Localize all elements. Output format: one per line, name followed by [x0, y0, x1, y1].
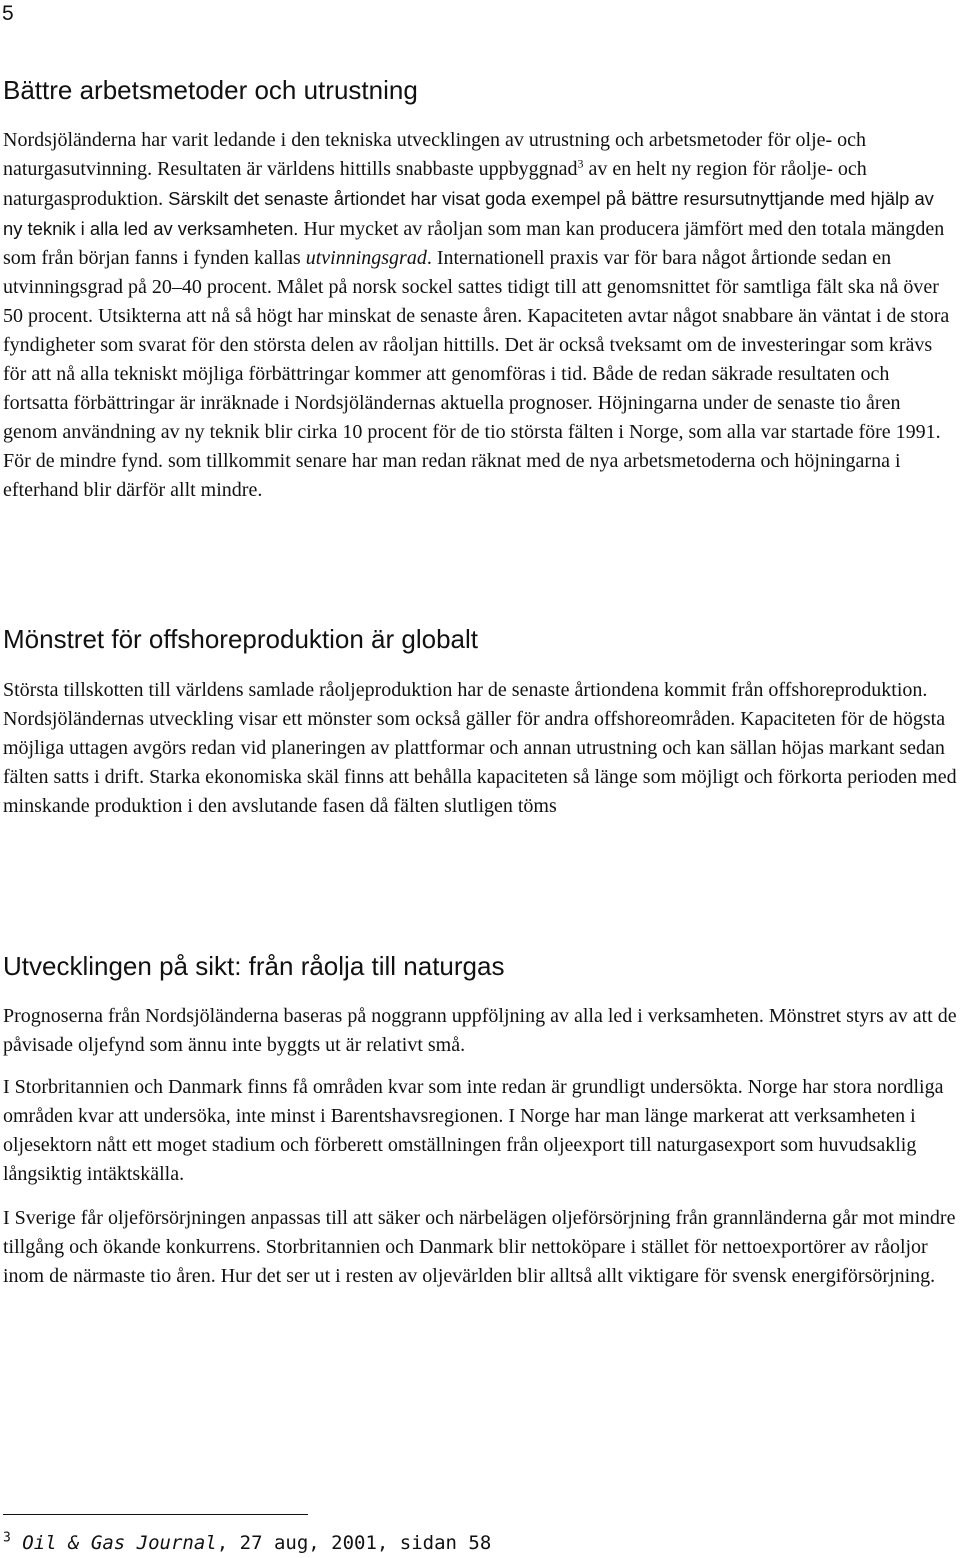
page-number: 5: [2, 2, 14, 25]
footnote-divider: [3, 1514, 308, 1515]
section-heading-outlook: Utvecklingen på sikt: från råolja till naturgas: [3, 951, 505, 981]
paragraph-text: . Internationell praxis var för bara något årtionde sedan en utvinningsgrad på 20–40 procent. Målet på norsk sockel sattes tidigt till att genomsnittet för samtliga fält ska nå över 50 procent. Utsikterna att nå så högt har minskat de senaste åren. Kapaciteten avtar något snabbare än väntat i de stora fyndigheter som svarat för den största delen av råoljan hittills. Det är också tveksamt om de investeringar som krävs för att nå alla tekniskt möjliga förbättringar kommer att genomföras i tid. Både de redan säkrade resultaten och fortsatta förbättringar är inräknade i Nordsjöländernas aktuella prognoser. Höjningarna under de senaste tio åren genom användning av ny teknik blir cirka 10 procent för de tio största fälten i Norge, som alla var startade före 1991. För de mindre fynd. som tillkommit senare har man redan räknat med de nya arbetsmetoderna och höjningarna i efterhand blir därför allt mindre.: [3, 247, 950, 501]
footnote-details: , 27 aug, 2001, sidan 58: [216, 1532, 492, 1554]
section-outlook-paragraph-1: Prognoserna från Nordsjöländerna baseras på noggrann uppföljning av alla led i verksamheten. Mönstret styrs av att de påvisade oljefynd som ännu inte byggts ut är relativt små.: [3, 1005, 957, 1056]
section-heading-offshore: Mönstret för offshoreproduktion är globalt: [3, 624, 479, 654]
paragraph-text: av en helt ny region för råolje- och naturgasproduktion.: [3, 158, 867, 210]
section-methods-paragraph: [3, 126, 958, 505]
section-outlook-paragraph-2: I Storbritannien och Danmark finns få områden kvar som inte redan är grundligt undersökta. Norge har stora nordliga områden kvar att undersöka, inte minst i Barentshavsregionen. I Norge har man länge markerat att verksamheten i oljesektorn nått ett moget stadium och förberett omställningen från oljeexport till naturgasexport som huvudsaklig långsiktig intäktskälla.: [3, 1076, 944, 1185]
paragraph-text: Nordsjöländerna har varit ledande i den tekniska utvecklingen av utrustning och arbetsmetoder för olje- och naturgasutvinning. Resultaten är världens hittills snabbaste uppbyggnad: [3, 129, 867, 180]
footnote-source: Oil & Gas Journal: [22, 1532, 217, 1554]
footnote: [3, 1530, 491, 1556]
paragraph-text: Hur mycket av råoljan som man kan producera jämfört med den totala mängden som från början fanns i fynden kallas: [3, 218, 945, 269]
footnote-mark: 3: [3, 1530, 11, 1546]
defined-term: utvinningsgrad: [305, 247, 427, 269]
section-outlook-paragraph-3: I Sverige får oljeförsörjningen anpassas till att säker och närbelägen oljeförsörjning från grannländerna går mot mindre tillgång och ökande konkurrens. Storbritannien och Danmark blir nettoköpare i stället för nettoexportörer av råoljor inom de närmaste tio åren. Hur det ser ut i resten av oljevärlden blir alltså allt viktigare för svensk energiförsörjning.: [3, 1207, 956, 1287]
paragraph-text-sans: Särskilt det senaste årtiondet har visat goda exempel på bättre resursutnyttjande med hjälp av ny teknik i alla led av verksamheten.: [3, 188, 934, 239]
section-heading-methods: Bättre arbetsmetoder och utrustning: [3, 75, 418, 105]
section-offshore-paragraph: Största tillskotten till världens samlade råoljeproduktion har de senaste årtiondena kommit från offshoreproduktion. Nordsjöländernas utveckling visar ett mönster som också gäller för andra offshoreområden. Kapaciteten för de högsta möjliga uttagen avgörs redan vid planeringen av plattformar och annan utrustning och kan sällan höjas markant sedan fälten satts i drift. Starka ekonomiska skäl finns att behålla kapaciteten så länge som möjligt och förkorta perioden med minskande produktion i den avslutande fasen då fälten slutligen töms: [3, 679, 957, 817]
footnote-reference: 3: [577, 156, 584, 171]
